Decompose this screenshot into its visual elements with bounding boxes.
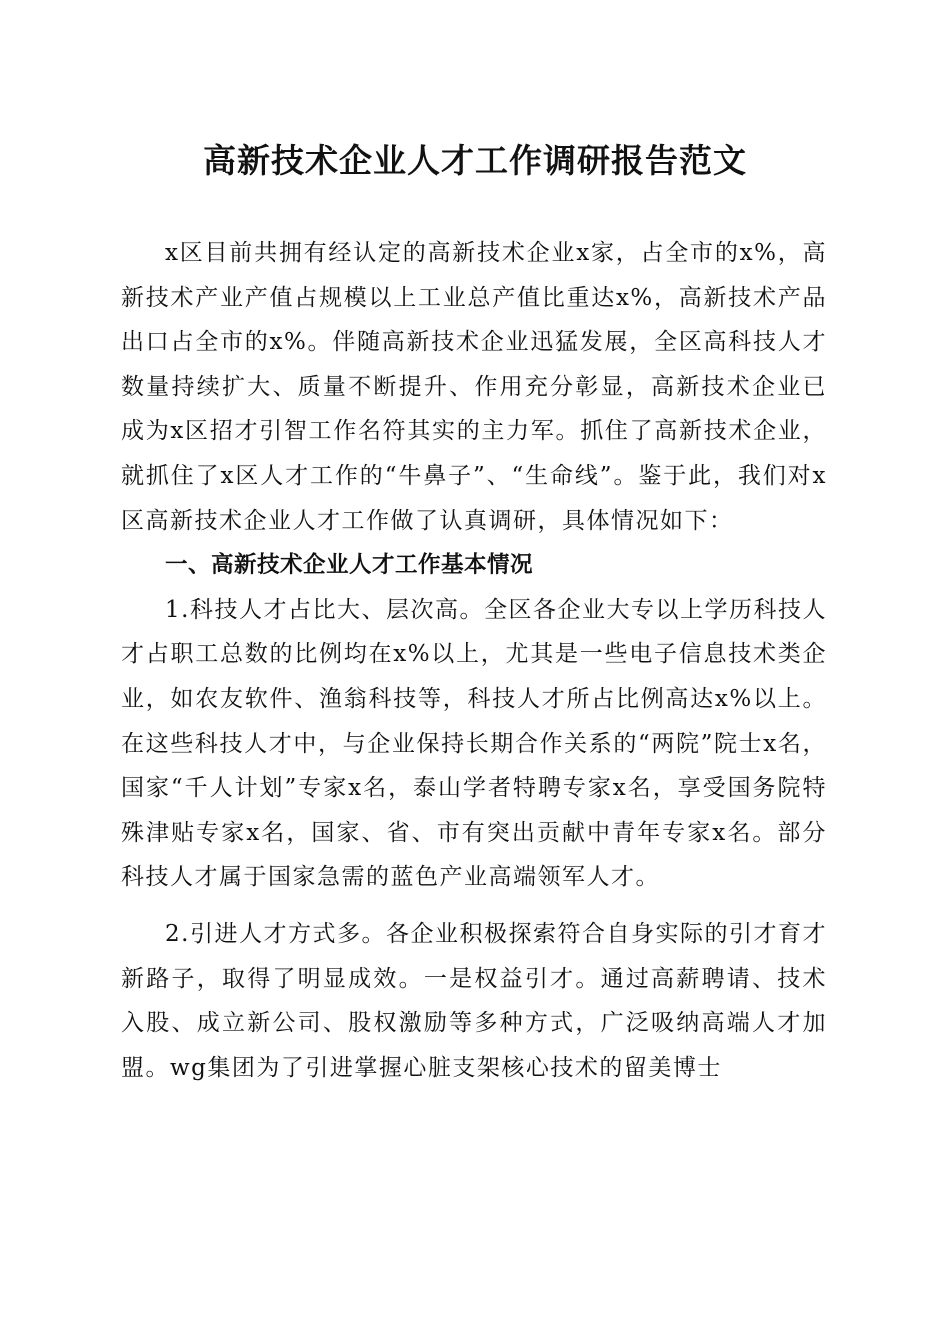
document-title: 高新技术企业人才工作调研报告范文 [203, 141, 747, 180]
body-paragraph-1: 1.科技人才占比大、层次高。全区各企业大专以上学历科技人才占职工总数的比例均在x%以上，尤其是一些电子信息技术类企业，如农友软件、渔翁科技等，科技人才所占比例高达x%以上。在这些科技人才中，与企业保持长期合作关系的“两院”院士x名，国家“千人计划”专家x名，泰山学者特聘专家x名，享受国务院特殊津贴专家x名，国家、省、市有突出贡献中青年专家x名。部分科技人才属于国家急需的蓝色产业高端领军人才。 [121, 596, 827, 891]
intro-paragraph: x区目前共拥有经认定的高新技术企业x家，占全市的x%，高新技术产业产值占规模以上工业总产值比重达x%，高新技术产品出口占全市的x%。伴随高新技术企业迅猛发展，全区高科技人才数量持续扩大、质量不断提升、作用充分彰显，高新技术企业已成为x区招才引智工作名符其实的主力军。抓住了高新技术企业，就抓住了x区人才工作的“牛鼻子”、“生命线”。鉴于此，我们对x区高新技术企业人才工作做了认真调研，具体情况如下： [121, 240, 827, 534]
section-heading: 一、高新技术企业人才工作基本情况 [165, 552, 534, 579]
body-paragraph-2: 2.引进人才方式多。各企业积极探索符合自身实际的引才育才新路子，取得了明显成效。一是权益引才。通过高薪聘请、技术入股、成立新公司、股权激励等多种方式，广泛吸纳高端人才加盟。wg集团为了引进掌握心脏支架核心技术的留美博士 [121, 920, 827, 1081]
document-body [121, 231, 827, 1090]
